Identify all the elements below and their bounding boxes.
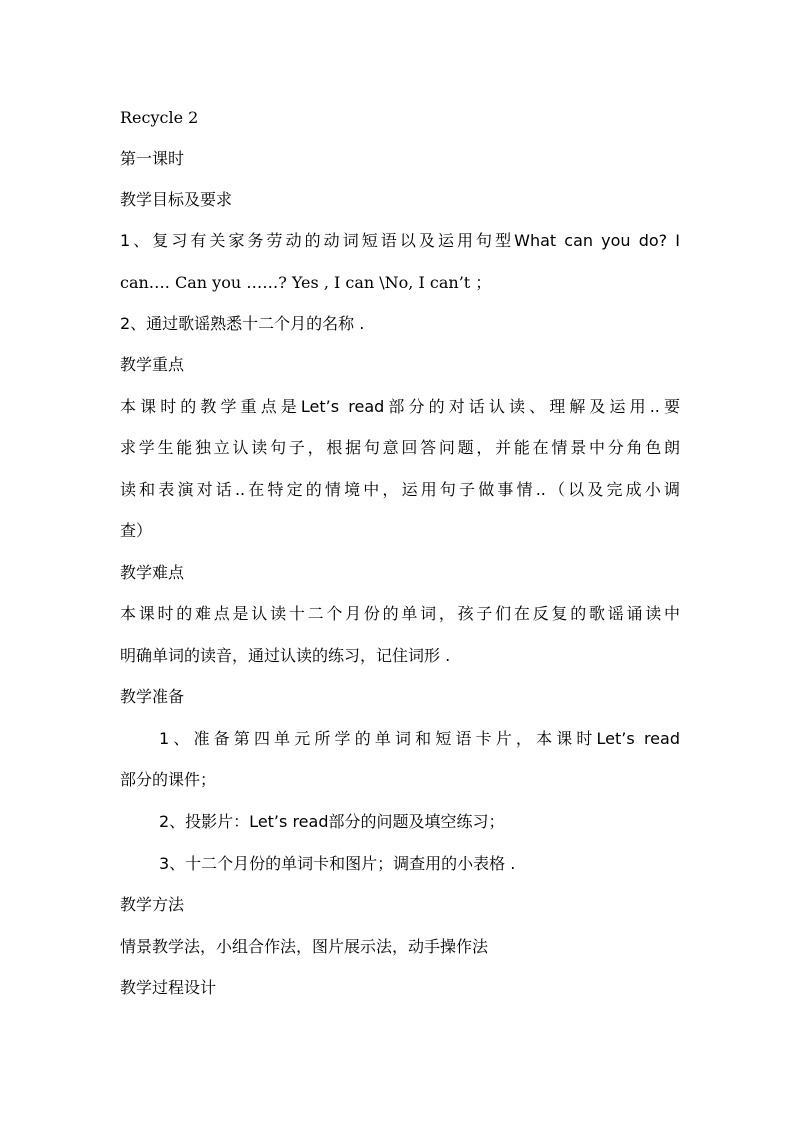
prep-2: 2、投影片：Let’s read部分的问题及填空练习； [159,812,505,831]
method-text: 情景教学法，小组合作法，图片展示法，动手操作法 [120,937,489,956]
goals-heading: 教学目标及要求 [120,190,233,209]
prep-1-line-1: 1、准备第四单元所学的单词和短语卡片，本课时Let’s read [159,729,680,748]
key-line-4: 查） [120,521,153,540]
document-title: Recycle 2 [120,108,199,127]
method-heading: 教学方法 [120,895,185,914]
key-line-1: 本课时的教学重点是Let’s read部分的对话认读、理解及运用..要 [120,397,680,416]
goal-2: 2、通过歌谣熟悉十二个月的名称 . [120,314,365,333]
key-heading: 教学重点 [120,355,185,374]
process-heading: 教学过程设计 [120,978,217,997]
goal-1-line-1: 1、复习有关家务劳动的动词短语以及运用句型What can you do? I [120,231,680,250]
prep-3: 3、十二个月份的单词卡和图片；调查用的小表格 . [159,854,516,873]
difficulty-line-2: 明确单词的读音，通过认读的练习，记住词形 . [120,646,451,665]
key-line-2: 求学生能独立认读句子，根据句意回答问题，并能在情景中分角色朗 [120,438,680,457]
goal-1-line-2: can…. Can you ……? Yes , I can \No, I can’t ； [120,273,492,292]
key-line-3: 读和表演对话..在特定的情境中，运用句子做事情..（以及完成小调 [120,480,680,499]
prep-heading: 教学准备 [120,687,185,706]
prep-1-line-2: 部分的课件； [120,770,217,789]
difficulty-line-1: 本课时的难点是认读十二个月份的单词，孩子们在反复的歌谣诵读中 [120,604,680,623]
lesson-label: 第一课时 [120,149,185,168]
difficulty-heading: 教学难点 [120,563,185,582]
